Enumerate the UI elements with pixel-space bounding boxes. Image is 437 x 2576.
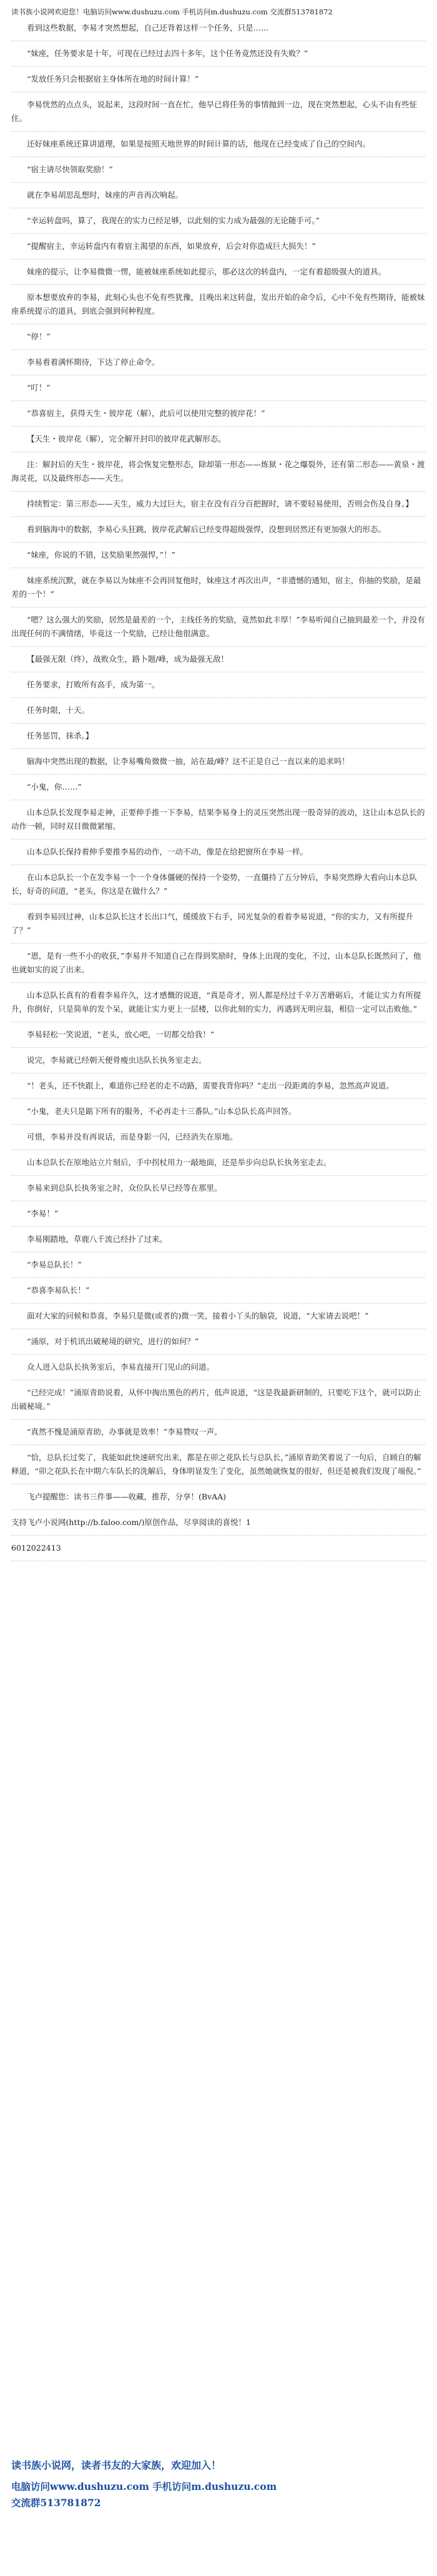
paragraph: 妹座系统沉默，就在李易以为妹座不会再回复他时，妹座这才再次出声，“非遗憾的通知，宿主，你抽的奖励，是最差的一个！” [11, 574, 426, 608]
paragraph: “恩，是有一些不小的收获，”李易并不知道自己在得到奖励时，身体上出现的变化，不过，山本总队长既然问了，他也就如实的说了出来。 [11, 949, 426, 983]
paragraph: “！老头，还不快跟上，难道你已经老的走不动路，需要我背你吗？”走出一段距离的李易，忽然高声说道。 [11, 1079, 426, 1099]
paragraph: “嗯？这么强大的奖励，居然是最差的一个，主线任务的奖励，竟然如此丰厚！”李易听闻自己抽到最差一个，并没有出现任何的不满情绪，毕竟这一个奖励，已经让他很满意。 [11, 613, 426, 647]
paragraph: “恭喜宿主，获得天生・彼岸花（解），此后可以使用完整的彼岸花！” [11, 407, 426, 427]
paragraph: 【最强无限（终），战败众生，路卜题/峰，成为最强无敌！ [11, 652, 426, 672]
paragraph: 任务惩罚，抹杀。】 [11, 729, 426, 749]
article-body [11, 21, 426, 2448]
paragraph: 山本总队长真有的看着李易许久，这才感慨的说道，“真是奇才，别人都是经过千辛万苦磨砺后，才能让实力有所提升，你倒好，只是简单的发个呆，就能让实力更上一层楼，以你此刻的实力，再遇到无明应翁，相信一定可以击败他。” [11, 989, 426, 1022]
paragraph: 山本总队长保持着伸手要推李易的动作，一动不动，像是在给把窗所在李易一样。 [11, 845, 426, 865]
paragraph: “真然不愧是涌原青助，办事就是效率！”李易赞叹一声。 [11, 1425, 426, 1445]
paragraph: 就在李易胡思乱想时，妹座的声音再次响起。 [11, 188, 426, 208]
paragraph: 原本想要放弃的李易，此刻心头也不免有些犹豫，且晚出来这转盘，发出开始的命令后，心中不免有些期待，能被妹座系统提示的道具，到底会强到何种程度。 [11, 291, 426, 324]
paragraph: 面对大家的问候和恭喜，李易只是微(或者的)微一笑，接着小丫头的脑袋，说道，“大家请去说吧！” [11, 1309, 426, 1329]
paragraph: 看到这些数据，李易才突然想起，自己还背着这样一个任务，只是…… [11, 21, 426, 41]
paragraph: 可惜，李易并没有再说话，而是身影一闪，已经消失在原地。 [11, 1130, 426, 1150]
paragraph: 李易轻松一笑说道，“老头，放心吧，一切都交给我！” [11, 1028, 426, 1048]
paragraph: “恰，总队长过奖了，我能如此快速研究出来，都是在卯之花队长与总队长，”涌原青助笑着说了一句后，自顾自的解释道，“卯之花队长在中期六车队长的洗解后，身体明显发生了变化，虽然她就恢复的很好，但还是被我们发现了端倪。” [11, 1451, 426, 1484]
paragraph: 看到李易回过神，山本总队长这才长出口气，缓缓放下右手，同光复杂的看着李易说道，“你的实力，又有所提升了？” [11, 910, 426, 944]
paragraph: 支持飞卢小说网(http://b.faloo.com/)原创作品，尽享阅读的喜悦！1 [11, 1516, 426, 1536]
paragraph: 还好妹座系统还算讲道理，如果是按照天地世界的时间计算的话，他现在已经变成了自己的空间内。 [11, 137, 426, 157]
paragraph: 任务要求，打败所有高手，成为第一。 [11, 678, 426, 698]
paragraph: 6012022413 [11, 1541, 426, 1561]
footer-access-links[interactable]: 电脑访问www.dushuzu.com 手机访问m.dushuzu.com [11, 2481, 277, 2492]
paragraph: “发放任务只会根据宿主身体所在地的时间计算！” [11, 72, 426, 92]
paragraph: “小鬼，老夫只是踮下所有的服务，不必再走十三番队。”山本总队长高声回答。 [11, 1105, 426, 1125]
paragraph: “幸运转盘吗，算了，我现在的实力已经足够，以此刻的实力成为最强的无论随手可。” [11, 214, 426, 234]
paragraph: 李易刚踏地，草鹿八千流已经扑了过来。 [11, 1232, 426, 1252]
paragraph: “恭喜李易队长！” [11, 1284, 426, 1304]
paragraph: 李易看着满怀期待，下达了停止命令。 [11, 356, 426, 375]
footer-group-number: 交流群513781872 [11, 2497, 101, 2509]
paragraph: “提醒宿主，幸运转盘内有着宿主渴望的东西，如果放弃，后会对你造成巨大损失！” [11, 240, 426, 259]
paragraph: 【天生・彼岸花（解），完全解开封印的彼岸花武解形态。 [11, 432, 426, 452]
paragraph: 任务时限，十天。 [11, 704, 426, 724]
paragraph: 在山本总队长一个在发李易一个一个身体僵硬的保持一个姿势，一直僵持了五分钟后，李易突然睁大看向山本总队长，好奇的问道，“老头，你这是在做什么？” [11, 871, 426, 904]
paragraph: 妹座的提示，让李易微微一愣，能被妹座系统如此提示，那必这次的转盘内，一定有着超级强大的道具。 [11, 265, 426, 285]
paragraph: 脑海中突然出现的数据，让李易嘴角微微一抽，站在最/峰？这不正是自己一直以来的追求吗！ [11, 755, 426, 775]
paragraph: “停！” [11, 330, 426, 350]
paragraph: 众人进入总队长执务室后，李易直接开门见山的问道。 [11, 1360, 426, 1380]
paragraph: 说完，李易就已经朝天便骨瘦虫达队长执务室走去。 [11, 1053, 426, 1073]
paragraph: “妹座，你说的不错，这奖励果然强悍，”！” [11, 548, 426, 568]
paragraph: “叮！” [11, 381, 426, 401]
paragraph: “李易总队长！” [11, 1258, 426, 1278]
paragraph: “已经完成！”涌原青助说着，从怀中掏出黑色的药片，低声说道，“这是我最新研制的，只要吃下这个，就可以防止出破秘境。” [11, 1386, 426, 1420]
paragraph: 山本总队长发现李易走神，正要伸手推一下李易，结果李易身上的灵压突然出现一股奇异的波动，这让山本总队长的动作一顿，同时双目微微紧缩。 [11, 806, 426, 840]
paragraph: 李易恍然的点点头，说起来，这段时间一直在忙，他早已将任务的事情抛到一边，现在突然想起，心头不由有些怔住。 [11, 98, 426, 132]
paragraph: 李易来到总队长执务室之时，众位队长早已经等在那里。 [11, 1181, 426, 1201]
paragraph: 注：解封后的天生・彼岸花，将会恢复完整形态，除却第一形态——炼狱・花之爆裂外，还有第二形态——黄泉・渡海灵花，以及最终形态——天生。 [11, 458, 426, 491]
paragraph: “小鬼，你……” [11, 780, 426, 800]
site-banner: 读书族小说网欢迎您！电脑访问www.dushuzu.com 手机访问m.dushuzu.com 交流群513781872 [11, 7, 333, 16]
paragraph: “李易！” [11, 1207, 426, 1227]
paragraph: “涌原，对于机讯出破秘境的研究，进行的如何？” [11, 1335, 426, 1355]
paragraph: 持续暂定：第三形态——天生，威力大过巨大，宿主在没有百分百把握时，请不要轻易使用，否则会伤及自身。】 [11, 497, 426, 517]
paragraph: “宿主请尽快领取奖励！” [11, 163, 426, 183]
paragraph: 飞卢提醒您：读书三件事——收藏，推荐，分享！(BvAA) [11, 1490, 426, 1510]
paragraph: 看到脑海中的数据，李易心头狂跳，彼岸花武解后已经变得超级强悍，没想到居然还有更加强大的形态。 [11, 523, 426, 543]
paragraph: “妹座，任务要求是十年，可现在已经过去四十多年，这个任务竟然还没有失败？” [11, 47, 426, 67]
site-footer [11, 2457, 426, 2511]
footer-welcome: 读书族小说网，读者书友的大家族，欢迎加入！ [11, 2459, 222, 2471]
paragraph: 山本总队长在原地站立片刻后，手中拐杖用力一敲地面，还是举步向总队长执务室走去。 [11, 1156, 426, 1176]
